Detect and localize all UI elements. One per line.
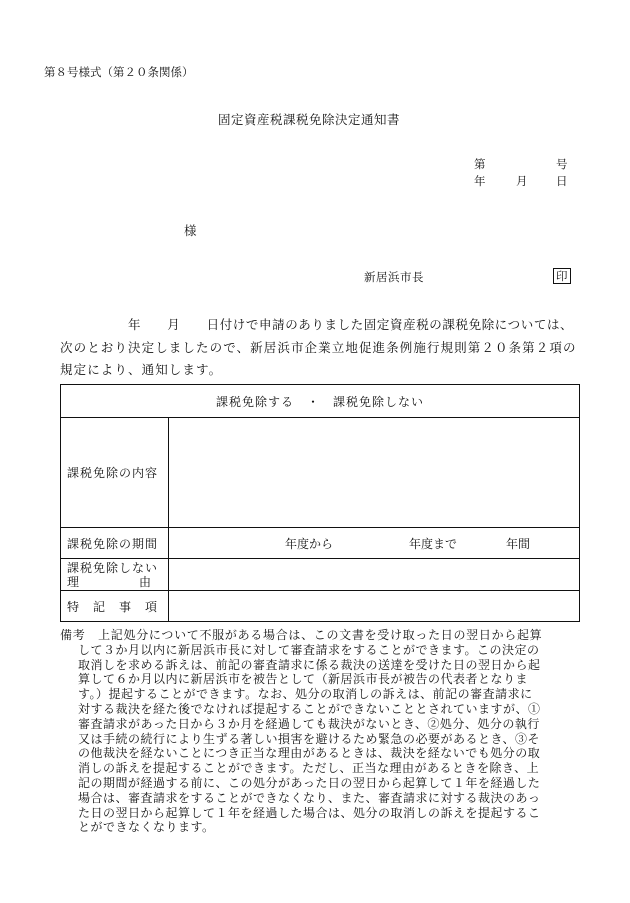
remarks-line: の他裁決を経ないことにつき正当な理由があるときは、裁決を経ないでも処分の取 (78, 746, 541, 761)
remarks-line: 場合は、審査請求をすることができなくなり、また、審査請求に対する裁決のあっ (78, 790, 541, 805)
period-value (169, 528, 580, 559)
intro-paragraph (60, 314, 592, 382)
remarks-line: 消しの訴えを提起することができます。ただし、正当な理由があるときを除き、上 (78, 761, 540, 776)
notes-label: 特 記 事 項 (61, 591, 169, 622)
remarks-line: 対する裁決を経た後でなければ提起することができないこととされていますが、① (78, 701, 541, 716)
remarks-line: 上記処分について不服がある場合は、この文書を受け取った日の翌日から起算 (98, 628, 543, 642)
reason-label-line2: 理 由 (67, 574, 152, 589)
intro-line: 年 月 日付けで申請のありました固定資産税の課税免除については、 (128, 317, 574, 332)
decision-table (60, 384, 580, 622)
addressee-suffix: 様 (184, 223, 197, 238)
date-year: 年 (474, 174, 486, 188)
period-label: 課税免除の期間 (61, 528, 169, 559)
decision-row: 課税免除する ・ 課税免除しない (61, 385, 580, 418)
form-number: 第８号様式（第２０条関係） (44, 65, 194, 79)
date-month: 月 (516, 174, 528, 188)
reason-label (61, 559, 169, 591)
remarks-line: して３か月以内に新居浜市長に対して審査請求をすることができます。この決定の (78, 642, 540, 657)
sender-name: 新居浜市長 (364, 270, 424, 284)
remarks-first-line (60, 628, 590, 643)
remarks-label: 備考 (60, 628, 86, 642)
intro-line: 規定により、通知します。 (60, 362, 223, 377)
remarks-line: す。）提起することができます。なお、処分の取消しの訴えは、前記の審査請求に (78, 687, 533, 702)
period-from: 年度から (285, 537, 334, 551)
content-label: 課税免除の内容 (61, 418, 169, 528)
seal-mark: 印 (553, 268, 571, 284)
doc-number-prefix: 第 (474, 157, 486, 171)
remarks-line: 又は手続の続行により生ずる著しい損害を避けるため緊急の必要があるとき、③そ (78, 731, 541, 746)
reason-value (169, 559, 580, 591)
document-title: 固定資産税課税免除決定通知書 (218, 112, 401, 127)
reason-label-line1: 課税免除しない (67, 560, 159, 575)
remarks-line: 記の期間が経過する前に、この処分があった日の翌日から起算して１年を経過した (78, 775, 541, 790)
intro-line: 次のとおり決定しましたので、新居浜市企業立地促進条例施行規則第２０条第２項の (60, 339, 577, 355)
period-to: 年度まで (409, 537, 458, 551)
notes-value (169, 591, 580, 622)
period-years: 年間 (506, 537, 531, 551)
content-value (169, 418, 580, 528)
remarks-line: た日の翌日から起算して１年を経過した場合は、処分の取消しの訴えを提起するこ (78, 805, 541, 820)
remarks-line: とができなくなります。 (78, 820, 215, 835)
remarks-line: 審査請求があった日から３か月を経過しても裁決がないとき、②処分、処分の執行 (78, 716, 540, 731)
remarks-line: 取消しを求める訴えは、前記の審査請求に係る裁決の送達を受けた日の翌日から起 (78, 657, 541, 672)
doc-number-suffix: 号 (556, 157, 568, 171)
date-day: 日 (556, 174, 568, 188)
remarks-line: 算して６か月以内に新居浜市を被告として（新居浜市長が被告の代表者となりま (78, 672, 529, 687)
remarks-section (60, 628, 590, 835)
